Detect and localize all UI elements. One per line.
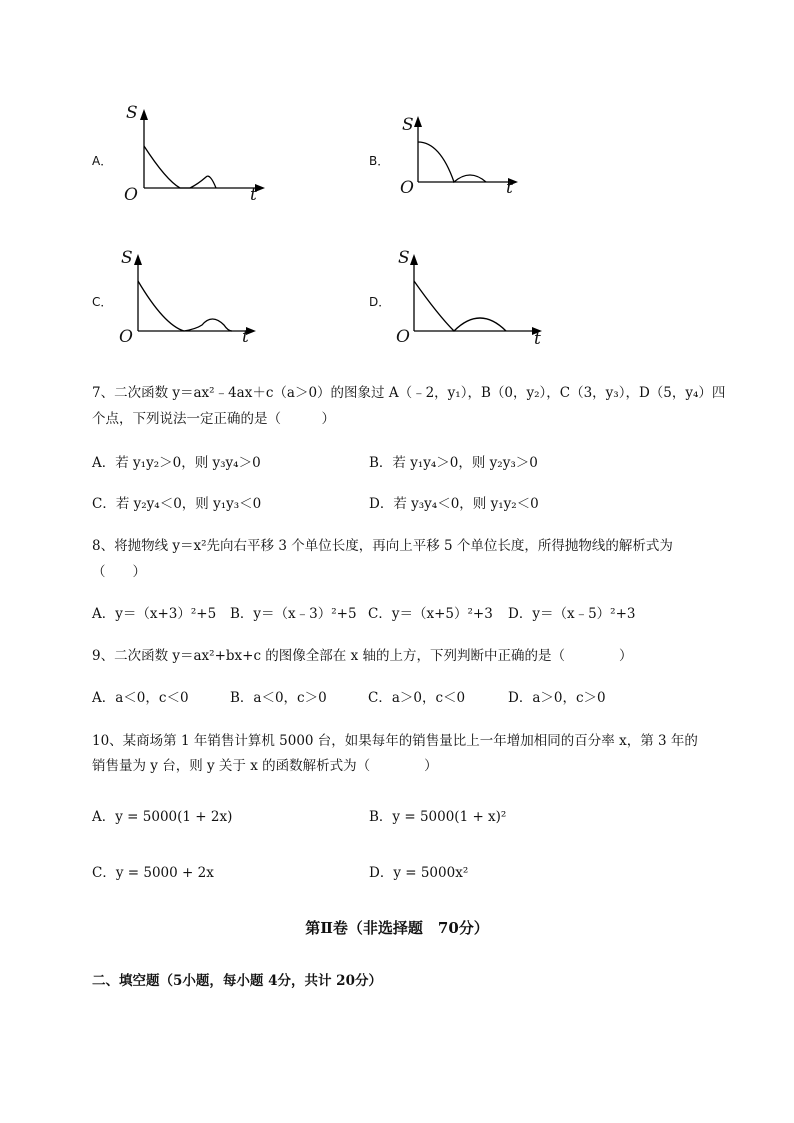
part2-title: 第Ⅱ卷（非选择题 70分）	[305, 919, 489, 937]
q8-text-line1: 8、将抛物线 y＝x²先向右平移 3 个单位长度，再向上平移 5 个单位长度，所得抛物线的解析式为	[92, 538, 673, 554]
origin-label: O	[400, 178, 414, 198]
q7-option-b: B．若 y₁y₄＞0，则 y₂y₃＞0	[369, 455, 538, 471]
origin-label: O	[396, 327, 410, 347]
axis-t-label: t	[506, 178, 513, 198]
q8-option-b: B．y＝（x﹣3）²+5	[230, 606, 357, 622]
option-c-graph	[116, 245, 266, 359]
axis-t-label: t	[242, 327, 249, 347]
axis-s-label: S	[121, 248, 133, 268]
q8-text-line2: （ ）	[92, 564, 146, 580]
q10-option-d: D．y = 5000x²	[369, 865, 469, 881]
origin-label: O	[119, 327, 133, 347]
q7-option-d: D．若 y₃y₄＜0，则 y₁y₂＜0	[369, 496, 539, 512]
q8-option-a: A．y＝（x+3）²+5	[92, 606, 217, 622]
q9-option-d: D．a＞0，c＞0	[508, 690, 606, 706]
q8-option-c: C．y＝（x+5）²+3	[368, 606, 493, 622]
q10-text-line1: 10、某商场第 1 年销售计算机 5000 台，如果每年的销售量比上一年增加相同的百分率 x，第 3 年的	[92, 733, 698, 749]
option-b-letter: B．	[369, 154, 390, 168]
axis-t-label: t	[250, 185, 257, 205]
q8-option-d: D．y＝（x﹣5）²+3	[508, 606, 636, 622]
section-fill-blank-heading: 二、填空题（5小题，每小题 4分，共计 20分）	[92, 973, 382, 989]
q7-option-c: C．若 y₂y₄＜0，则 y₁y₃＜0	[92, 496, 262, 512]
option-d-letter: D．	[369, 295, 391, 309]
option-c-letter: C．	[92, 295, 113, 309]
option-d-graph	[394, 245, 554, 359]
q10-option-a: A．y = 5000(1 + 2x)	[92, 809, 233, 825]
axis-s-label: S	[402, 115, 414, 135]
q10-text-line2: 销售量为 y 台，则 y 关于 x 的函数解析式为（ ）	[92, 758, 438, 774]
option-a-graph	[120, 100, 270, 214]
q9-option-b: B．a＜0，c＞0	[230, 690, 327, 706]
axis-s-label: S	[126, 103, 138, 123]
option-a-letter: A．	[92, 154, 113, 168]
q9-option-a: A．a＜0，c＜0	[92, 690, 189, 706]
q9-text-line1: 9、二次函数 y＝ax²+bx+c 的图像全部在 x 轴的上方，下列判断中正确的是（ ）	[92, 648, 633, 664]
q7-text-line2: 个点，下列说法一定正确的是（ ）	[92, 411, 335, 427]
axis-s-label: S	[398, 248, 410, 268]
axis-t-label: t	[534, 329, 541, 349]
q9-option-c: C．a＞0，c＜0	[368, 690, 466, 706]
option-b-graph	[396, 110, 526, 204]
q7-text-line1: 7、二次函数 y＝ax²﹣4ax＋c（a＞0）的图象过 A（﹣2，y₁），B（0，y₂），C（3，y₃），D（5，y₄）四	[92, 385, 726, 401]
q10-option-c: C．y = 5000 + 2x	[92, 865, 214, 881]
q7-option-a: A．若 y₁y₂＞0，则 y₃y₄＞0	[92, 455, 261, 471]
q10-option-b: B．y = 5000(1 + x)²	[369, 809, 507, 825]
origin-label: O	[124, 185, 138, 205]
